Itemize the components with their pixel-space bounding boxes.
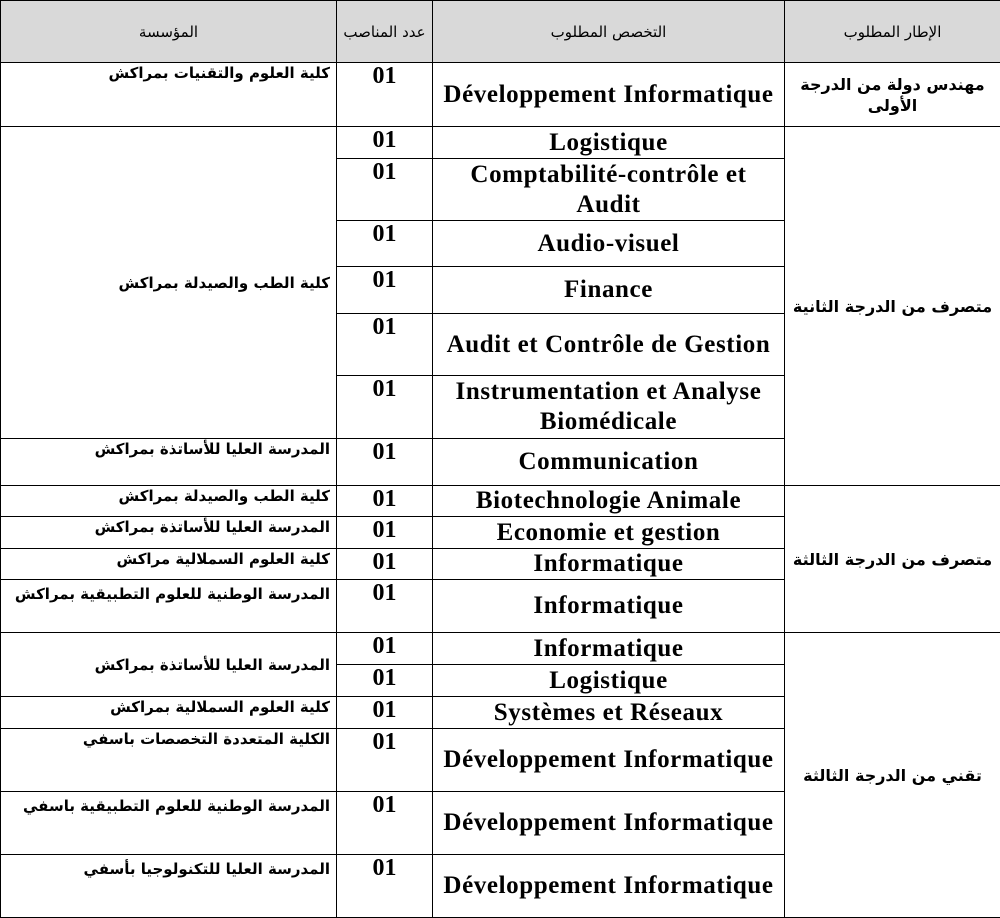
count-cell: 01 <box>337 855 433 918</box>
header-specialty: التخصص المطلوب <box>433 1 785 63</box>
count-cell: 01 <box>337 159 433 221</box>
count-cell: 01 <box>337 517 433 549</box>
count-cell: 01 <box>337 63 433 127</box>
count-cell: 01 <box>337 792 433 855</box>
specialty-cell: Développement Informatique <box>433 63 785 127</box>
table-row <box>1 486 1000 517</box>
count-cell: 01 <box>337 549 433 580</box>
table-row <box>1 633 1000 665</box>
count-cell: 01 <box>337 633 433 665</box>
institution-cell: المدرسة الوطنية للعلوم التطبيقية بمراكش <box>1 580 337 633</box>
specialty-cell: Economie et gestion <box>433 517 785 549</box>
specialty-cell: Développement Informatique <box>433 729 785 792</box>
institution-cell: كلية العلوم السملالية بمراكش <box>1 697 337 729</box>
specialty-cell: Audio-visuel <box>433 221 785 267</box>
count-cell: 01 <box>337 221 433 267</box>
specialty-cell: Audit et Contrôle de Gestion <box>433 314 785 376</box>
header-grade: الإطار المطلوب <box>785 1 1000 63</box>
table-row <box>1 63 1000 127</box>
specialty-cell: Développement Informatique <box>433 855 785 918</box>
specialty-cell: Finance <box>433 267 785 314</box>
count-cell: 01 <box>337 665 433 697</box>
institution-cell: كلية العلوم والتقنيات بمراكش <box>1 63 337 127</box>
grade-cell: مهندس دولة من الدرجة الأولى <box>785 63 1000 127</box>
table-row <box>1 127 1000 159</box>
institution-cell: المدرسة العليا للأساتذة بمراكش <box>1 633 337 697</box>
specialty-cell: Informatique <box>433 633 785 665</box>
specialty-cell: Systèmes et Réseaux <box>433 697 785 729</box>
header-count: عدد المناصب <box>337 1 433 63</box>
count-cell: 01 <box>337 697 433 729</box>
grade-cell: متصرف من الدرجة الثالثة <box>785 486 1000 633</box>
count-cell: 01 <box>337 486 433 517</box>
count-cell: 01 <box>337 580 433 633</box>
count-cell: 01 <box>337 729 433 792</box>
specialty-cell: Communication <box>433 439 785 486</box>
specialty-cell: Informatique <box>433 580 785 633</box>
specialty-cell: Logistique <box>433 127 785 159</box>
institution-cell: المدرسة العليا للتكنولوجيا بأسفي <box>1 855 337 918</box>
institution-cell: الكلية المتعددة التخصصات باسفي <box>1 729 337 792</box>
header-row <box>1 1 1000 63</box>
institution-cell: المدرسة العليا للأساتذة بمراكش <box>1 517 337 549</box>
count-cell: 01 <box>337 127 433 159</box>
institution-cell: المدرسة العليا للأساتذة بمراكش <box>1 439 337 486</box>
specialty-cell: Instrumentation et Analyse Biomédicale <box>433 376 785 439</box>
grade-cell: متصرف من الدرجة الثانية <box>785 127 1000 486</box>
specialty-cell: Biotechnologie Animale <box>433 486 785 517</box>
specialty-cell: Informatique <box>433 549 785 580</box>
institution-cell: كلية العلوم السملالية مراكش <box>1 549 337 580</box>
specialty-cell: Comptabilité-contrôle et Audit <box>433 159 785 221</box>
header-institution: المؤسسة <box>1 1 337 63</box>
specialty-cell: Développement Informatique <box>433 792 785 855</box>
institution-cell: كلية الطب والصيدلة بمراكش <box>1 127 337 439</box>
institution-cell: كلية الطب والصيدلة بمراكش <box>1 486 337 517</box>
count-cell: 01 <box>337 376 433 439</box>
count-cell: 01 <box>337 314 433 376</box>
count-cell: 01 <box>337 267 433 314</box>
specialty-cell: Logistique <box>433 665 785 697</box>
count-cell: 01 <box>337 439 433 486</box>
grade-cell: تقني من الدرجة الثالثة <box>785 633 1000 918</box>
institution-cell: المدرسة الوطنية للعلوم التطبيقية باسفي <box>1 792 337 855</box>
